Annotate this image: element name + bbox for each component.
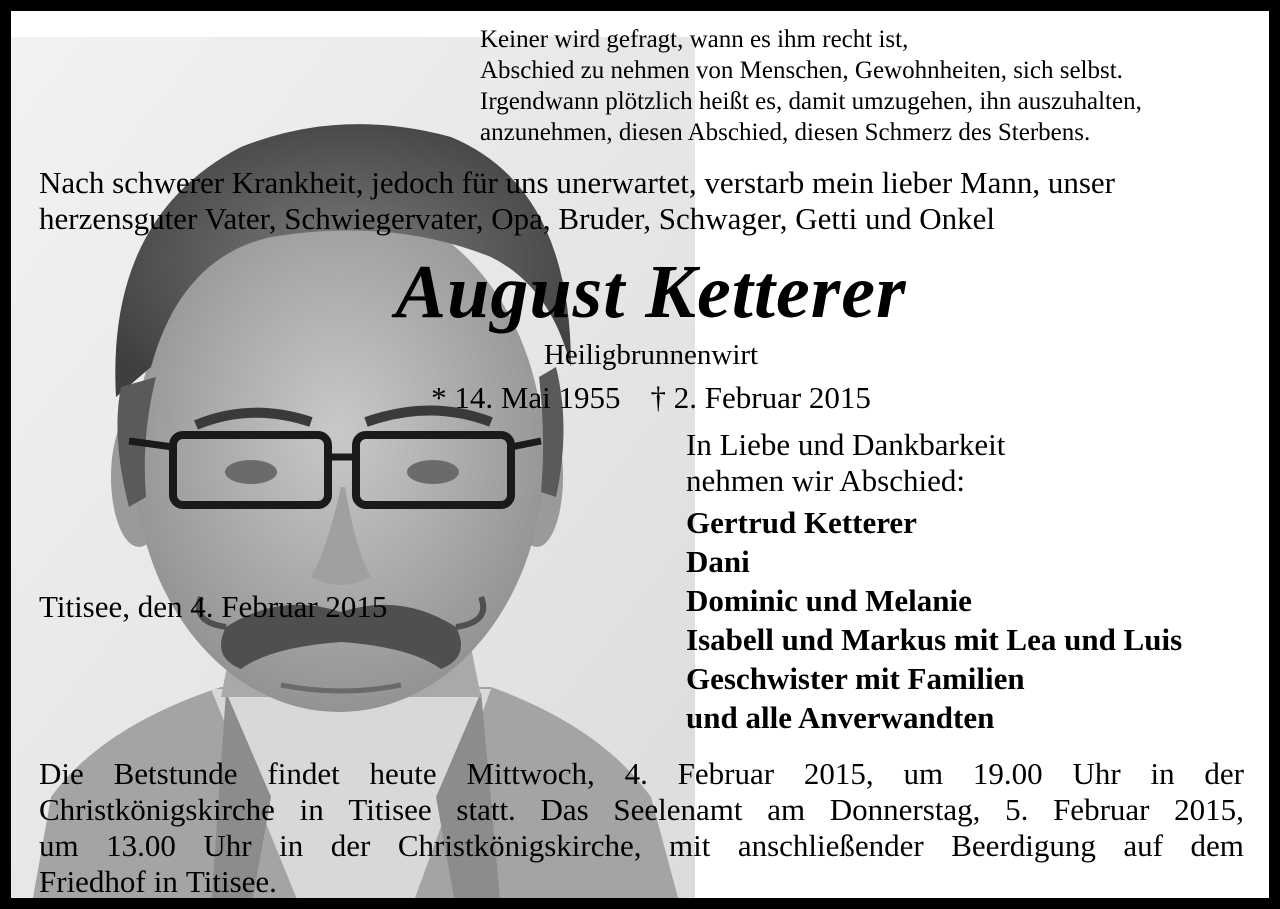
death-date: † 2. Februar 2015: [650, 380, 871, 415]
service-word: 5.: [1005, 792, 1029, 827]
service-word: Uhr: [1072, 756, 1121, 791]
service-word: Donnerstag,: [829, 792, 981, 827]
poem-line: Keiner wird gefragt, wann es ihm recht ist,: [480, 26, 909, 53]
service-word: am: [767, 792, 806, 827]
service-word: in: [299, 792, 324, 827]
service-line: [39, 756, 1244, 792]
intro-line: herzensguter Vater, Schwiegervater, Opa, Bruder, Schwager, Getti und Onkel: [39, 201, 995, 236]
service-word: Beerdigung: [951, 828, 1096, 863]
service-word: in: [153, 864, 178, 899]
service-word: Seelenamt: [613, 792, 743, 827]
service-line: [39, 828, 1244, 864]
service-word: heute: [369, 756, 437, 791]
service-word: der: [1204, 756, 1244, 791]
service-word: 19.00: [972, 756, 1043, 791]
life-dates: [11, 379, 1280, 417]
thanks-line: In Liebe und Dankbarkeit: [686, 427, 1006, 462]
service-word: 2015,: [1174, 792, 1244, 827]
mourner: Dominic und Melanie: [686, 583, 972, 618]
service-word: 13.00: [106, 828, 176, 863]
service-word: dem: [1190, 828, 1244, 863]
mourners-list: [686, 503, 1266, 737]
poem-line: Abschied zu nehmen von Menschen, Gewohnheiten, sich selbst.: [480, 57, 1123, 84]
poem-line: anzunehmen, diesen Abschied, diesen Schmerz des Sterbens.: [480, 119, 1091, 146]
service-word: Christkönigskirche,: [397, 828, 642, 863]
service-word: Februar: [1053, 792, 1150, 827]
service-word: 4.: [624, 756, 648, 791]
service-word: Betstunde: [113, 756, 238, 791]
service-line: [39, 864, 1244, 900]
service-word: mit: [668, 828, 711, 863]
birth-date: * 14. Mai 1955: [431, 380, 621, 415]
service-word: 2015,: [803, 756, 874, 791]
service-word: um: [903, 756, 944, 791]
service-word: Februar: [677, 756, 775, 791]
service-word: Das: [540, 792, 589, 827]
service-word: anschließender: [737, 828, 924, 863]
poem-line: Irgendwann plötzlich heißt es, damit umzugehen, ihn auszuhalten,: [480, 88, 1142, 115]
place-date: Titisee, den 4. Februar 2015: [39, 589, 388, 624]
mourner: und alle Anverwandten: [686, 700, 995, 735]
service-word: Uhr: [203, 828, 252, 863]
service-word: in: [1150, 756, 1175, 791]
deceased-name: August Ketterer: [395, 250, 907, 334]
mourner: Gertrud Ketterer: [686, 505, 917, 540]
service-word: statt.: [456, 792, 516, 827]
service-word: Die: [39, 756, 84, 791]
service-word: Christkönigskirche: [39, 792, 275, 827]
mourner: Dani: [686, 544, 750, 579]
intro-line: Nach schwerer Krankheit, jedoch für uns unerwartet, verstarb mein lieber Mann, unser: [39, 165, 1115, 200]
intro-text: [39, 165, 1251, 237]
service-word: in: [279, 828, 304, 863]
service-word: Titisee: [348, 792, 432, 827]
service-word: Titisee.: [185, 864, 277, 899]
thanks-line: nehmen wir Abschied:: [686, 463, 965, 498]
mourner: Geschwister mit Familien: [686, 661, 1025, 696]
mourner: Isabell und Markus mit Lea und Luis: [686, 622, 1183, 657]
service-word: der: [330, 828, 371, 863]
thanks-text: [686, 427, 1246, 499]
service-word: findet: [267, 756, 340, 791]
service-word: Mittwoch,: [466, 756, 595, 791]
service-word: auf: [1123, 828, 1163, 863]
service-line: [39, 792, 1244, 828]
service-word: Friedhof: [39, 864, 146, 899]
service-info: [39, 756, 1244, 900]
deceased-profession: Heiligbrunnenwirt: [543, 339, 759, 371]
poem: [480, 24, 1270, 148]
service-word: um: [39, 828, 79, 863]
